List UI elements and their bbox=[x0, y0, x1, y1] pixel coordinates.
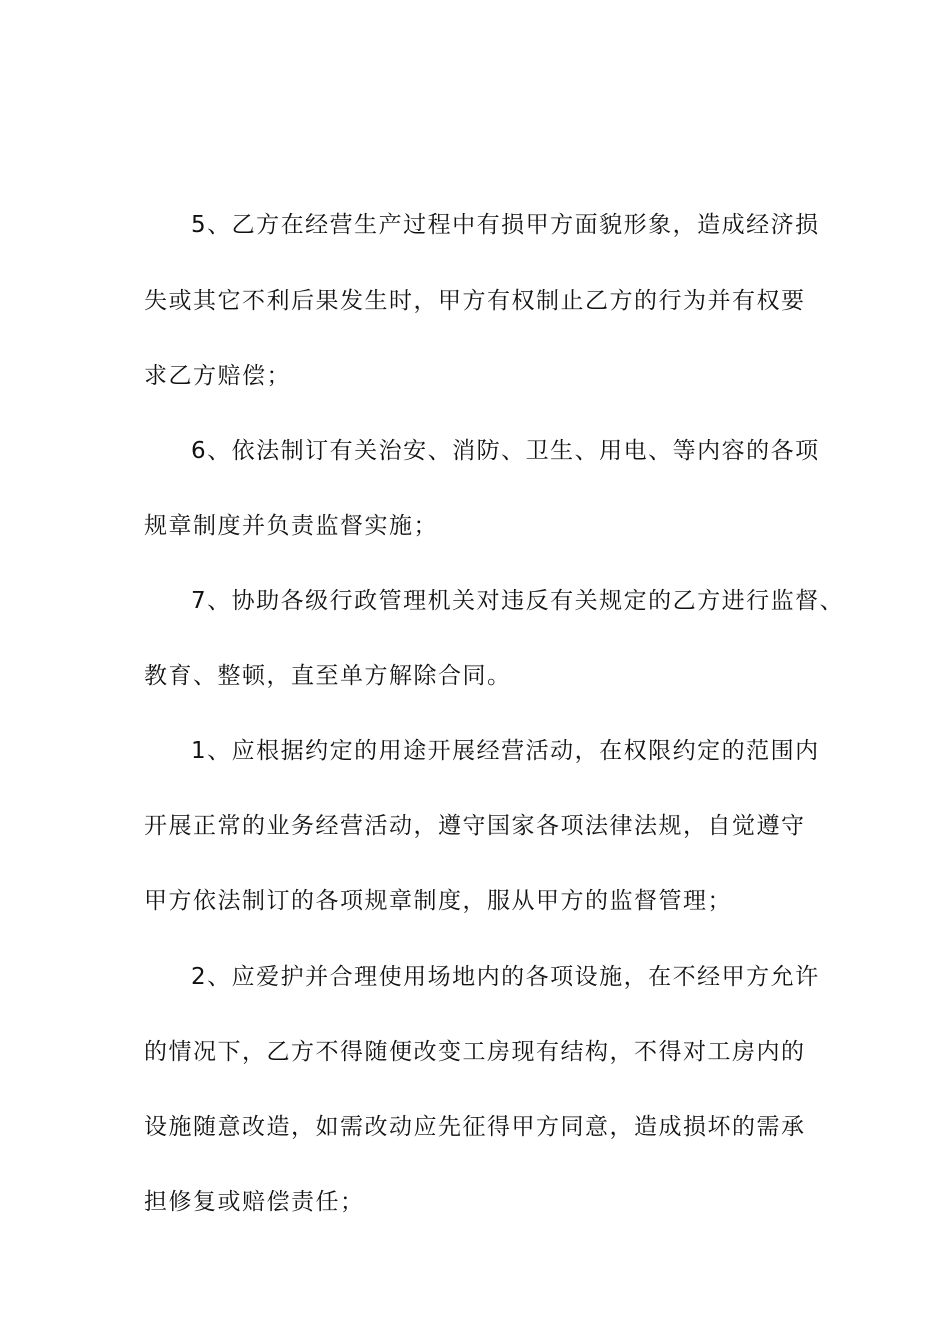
paragraph-7-line-2: 教育、整顿，直至单方解除合同。 bbox=[144, 663, 512, 689]
paragraph-6-line-1: 6、依法制订有关治安、消防、卫生、用电、等内容的各项 bbox=[191, 438, 820, 464]
paragraph-b2-line-4: 担修复或赔偿责任； bbox=[144, 1189, 365, 1215]
paragraph-b1-line-1: 1、应根据约定的用途开展经营活动，在权限约定的范围内 bbox=[191, 738, 820, 764]
paragraph-b2-line-3: 设施随意改造，如需改动应先征得甲方同意，造成损坏的需承 bbox=[144, 1114, 806, 1140]
paragraph-7-line-1: 7、协助各级行政管理机关对违反有关规定的乙方进行监督、 bbox=[191, 588, 845, 614]
paragraph-5-line-2: 失或其它不利后果发生时，甲方有权制止乙方的行为并有权要 bbox=[144, 288, 806, 314]
paragraph-6-line-2: 规章制度并负责监督实施； bbox=[144, 513, 438, 539]
paragraph-5-line-1: 5、乙方在经营生产过程中有损甲方面貌形象，造成经济损 bbox=[191, 212, 820, 238]
paragraph-b2-line-1: 2、应爱护并合理使用场地内的各项设施，在不经甲方允许 bbox=[191, 964, 820, 990]
paragraph-b1-line-3: 甲方依法制订的各项规章制度，服从甲方的监督管理； bbox=[144, 888, 732, 914]
paragraph-b2-line-2: 的情况下，乙方不得随便改变工房现有结构，不得对工房内的 bbox=[144, 1039, 806, 1065]
paragraph-5-line-3: 求乙方赔偿； bbox=[144, 363, 291, 389]
paragraph-b1-line-2: 开展正常的业务经营活动，遵守国家各项法律法规，自觉遵守 bbox=[144, 813, 806, 839]
